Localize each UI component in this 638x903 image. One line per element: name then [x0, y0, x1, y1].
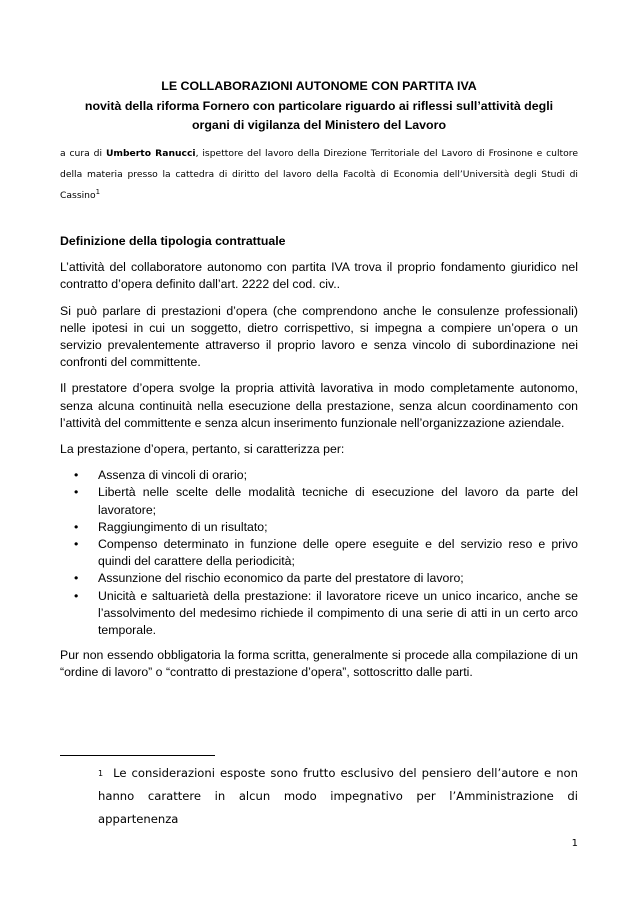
footnote-text: Le considerazioni esposte sono frutto esclusivo del pensiero dell’autore e non hanno carattere in alcun modo impegnativo per l’Amministrazione di appartenenza	[98, 766, 578, 826]
title-line-3: organi di vigilanza del Ministero del Lavoro	[191, 118, 447, 132]
characteristics-list	[60, 467, 578, 639]
paragraph: Si può parlare di prestazioni d’opera (che comprendono anche le consulenze professionali) nelle ipotesi in cui un soggetto, dietro corrispettivo, si impegna a compiere un’opera o un servizio prevalentemente attraverso il proprio lavoro e senza vincolo di subordinazione nei confronti del committente.	[60, 303, 578, 370]
list-item: • Unicità e saltuarietà della prestazione: il lavoratore riceve un unico incarico, anche se l’assolvimento del medesimo richiede il compimento di una serie di atti in un certo arco temporale.	[98, 588, 578, 640]
list-item: • Compenso determinato in funzione delle opere eseguite e del servizio reso e privo quindi del carattere della periodicità;	[98, 536, 578, 570]
footnote-reference[interactable]: 1	[95, 187, 101, 196]
paragraph: Il prestatore d’opera svolge la propria attività lavorativa in modo completamente autonomo, senza alcuna continuità nella esecuzione della prestazione, senza alcun coordinamento con l’attività del committente e senza alcun inserimento funzionale nell’organizzazione aziendale.	[60, 381, 578, 430]
document-title	[60, 77, 578, 136]
title-line-2: novità della riforma Fornero con particolare riguardo ai riflessi sull’attività degli	[84, 98, 554, 113]
author-prefix: a cura di	[60, 148, 106, 159]
author-name: Umberto Ranucci	[105, 148, 196, 159]
closing-paragraph: Pur non essendo obbligatoria la forma scritta, generalmente si procede alla compilazione di un “ordine di lavoro” o “contratto di prestazione d’opera”, sottoscritto dalle parti.	[60, 648, 578, 680]
section-heading: Definizione della tipologia contrattuale	[60, 234, 286, 248]
paragraph: La prestazione d’opera, pertanto, si caratterizza per:	[60, 442, 345, 457]
list-item: • Assunzione del rischio economico da parte del prestatore di lavoro;	[98, 570, 578, 587]
document-body	[60, 233, 578, 691]
footnote	[98, 762, 578, 831]
title-line-1: LE COLLABORAZIONI AUTONOME CON PARTITA IVA	[161, 79, 477, 93]
list-item: • Raggiungimento di un risultato;	[98, 519, 578, 536]
footnote-number: 1	[98, 769, 104, 778]
footnote-divider	[60, 755, 215, 756]
list-item: • Libertà nelle scelte delle modalità tecniche di esecuzione del lavoro da parte del lavoratore;	[98, 484, 578, 518]
author-credit	[60, 143, 578, 206]
paragraph: L’attività del collaboratore autonomo con partita IVA trova il proprio fondamento giuridico nel contratto d’opera definito dall’art. 2222 del cod. civ..	[60, 260, 578, 292]
list-item: • Assenza di vincoli di orario;	[98, 467, 578, 484]
page-number: 1	[571, 838, 578, 849]
author-description: , ispettore del lavoro della Direzione Territoriale del Lavoro di Frosinone e cultore della materia presso la cattedra di diritto del lavoro della Facoltà di Economia dell’Università degli Studi di Cassino	[60, 148, 578, 201]
